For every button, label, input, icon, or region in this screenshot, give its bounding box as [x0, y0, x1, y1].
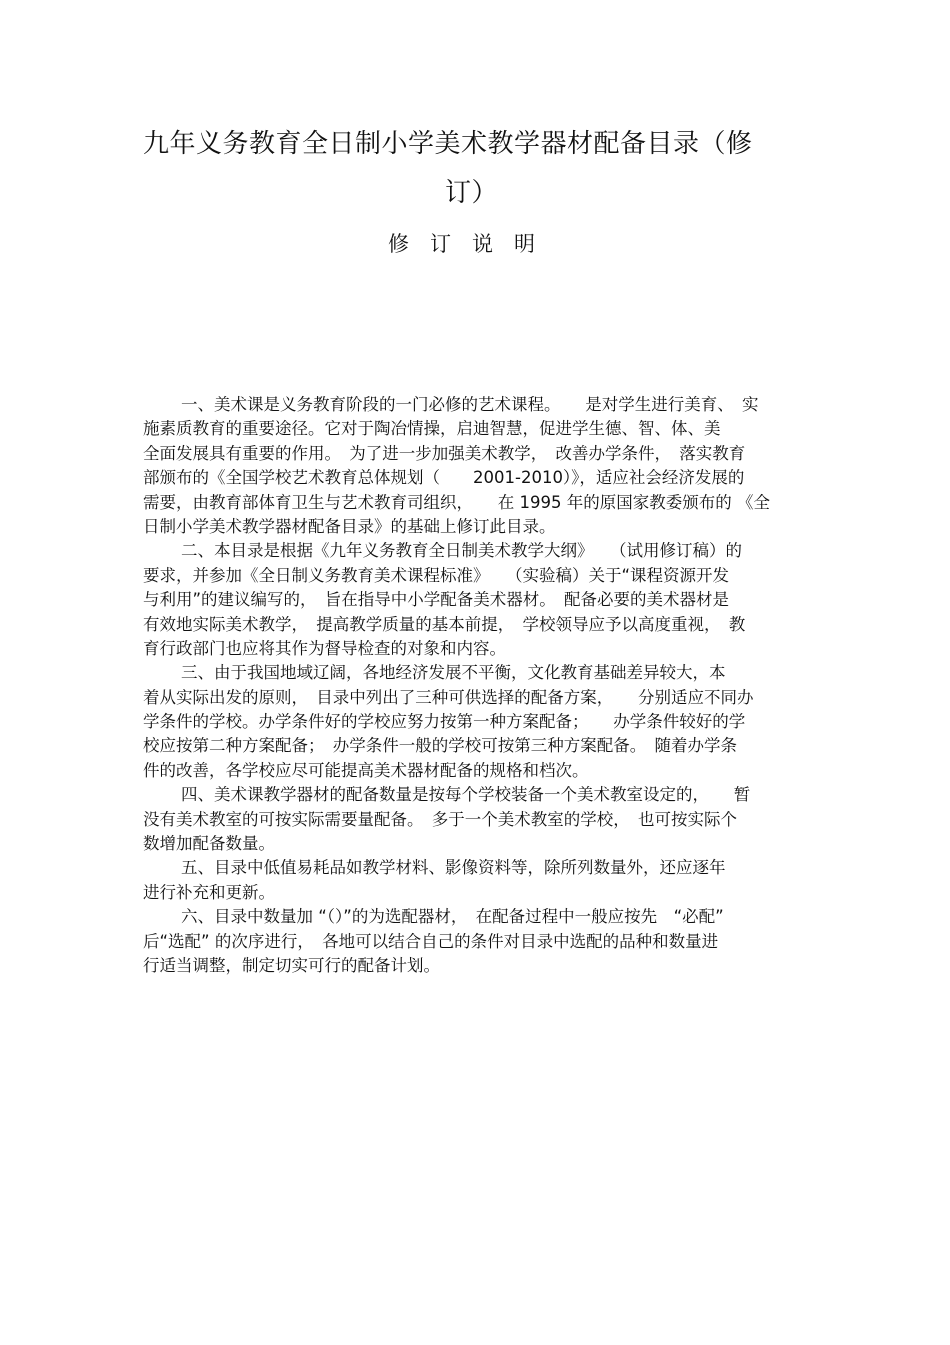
body-text-line: 施素质教育的重要途径。它对于陶冶情操，启迪智慧，促进学生德、智、体、美: [143, 419, 721, 439]
body-text-line: 日制小学美术教学器材配备目录》的基础上修订此目录。: [143, 516, 556, 536]
body-text-line: 二、本目录是根据《九年义务教育全日制美术教学大纲》 （试用修订稿）的: [181, 541, 742, 561]
body-text-line: 全面发展具有重要的作用。 为了进一步加强美术教学， 改善办学条件， 落实教育: [143, 443, 746, 463]
document-title-line-2: 订）: [445, 178, 499, 208]
body-text-line: 件的改善，各学校应尽可能提高美术器材配备的规格和档次。: [143, 760, 589, 780]
body-text-line: 要求，并参加《全日制义务教育美术课程标准》 （实验稿）关于“课程资源开发: [143, 565, 730, 585]
body-text-line: 数增加配备数量。: [143, 834, 275, 854]
document-body: [143, 393, 823, 978]
body-text-line: 学条件的学校。办学条件好的学校应努力按第一种方案配备； 办学条件较好的学: [143, 712, 746, 732]
document-title-line-1: 九年义务教育全日制小学美术教学器材配备目录（修: [143, 129, 753, 159]
body-text-line: 进行补充和更新。: [143, 882, 275, 902]
document-subtitle: 修订说明: [388, 232, 556, 256]
body-text-line: 与利用”的建议编写的， 旨在指导中小学配备美术器材。 配备必要的美术器材是: [143, 590, 730, 610]
body-text-line: 着从实际出发的原则， 目录中列出了三种可供选择的配备方案， 分别适应不同办: [143, 687, 754, 707]
body-text-line: 六、目录中数量加 “（）”的为选配器材， 在配备过程中一般应按先 “必配”: [181, 907, 724, 927]
body-text-line: 后“选配” 的次序进行， 各地可以结合自己的条件对目录中选配的品种和数量进: [143, 931, 719, 951]
body-text-line: 部颁布的《全国学校艺术教育总体规划（ 2001-2010）》，适应社会经济发展的: [143, 468, 745, 488]
body-text-line: 没有美术教室的可按实际需要量配备。 多于一个美术教室的学校， 也可按实际个: [143, 809, 737, 829]
body-text-line: 育行政部门也应将其作为督导检查的对象和内容。: [143, 638, 506, 658]
body-text-line: 行适当调整，制定切实可行的配备计划。: [143, 955, 440, 975]
body-text-line: 有效地实际美术教学， 提高教学质量的基本前提， 学校领导应予以高度重视， 教: [143, 614, 746, 634]
body-text-line: 三、由于我国地域辽阔，各地经济发展不平衡，文化教育基础差异较大，本: [181, 663, 726, 683]
body-text-line: 四、美术课教学器材的配备数量是按每个学校装备一个美术教室设定的， 暂: [181, 785, 751, 805]
body-text-line: 校应按第二种方案配备； 办学条件一般的学校可按第三种方案配备。 随着办学条: [143, 736, 737, 756]
body-text-line: 需要，由教育部体育卫生与艺术教育司组织， 在 1995 年的原国家教委颁布的 《全: [143, 492, 770, 512]
body-text-line: 一、美术课是义务教育阶段的一门必修的艺术课程。 是对学生进行美育、 实: [181, 395, 759, 414]
body-text-line: 五、目录中低值易耗品如教学材料、影像资料等，除所列数量外，还应逐年: [181, 858, 726, 878]
